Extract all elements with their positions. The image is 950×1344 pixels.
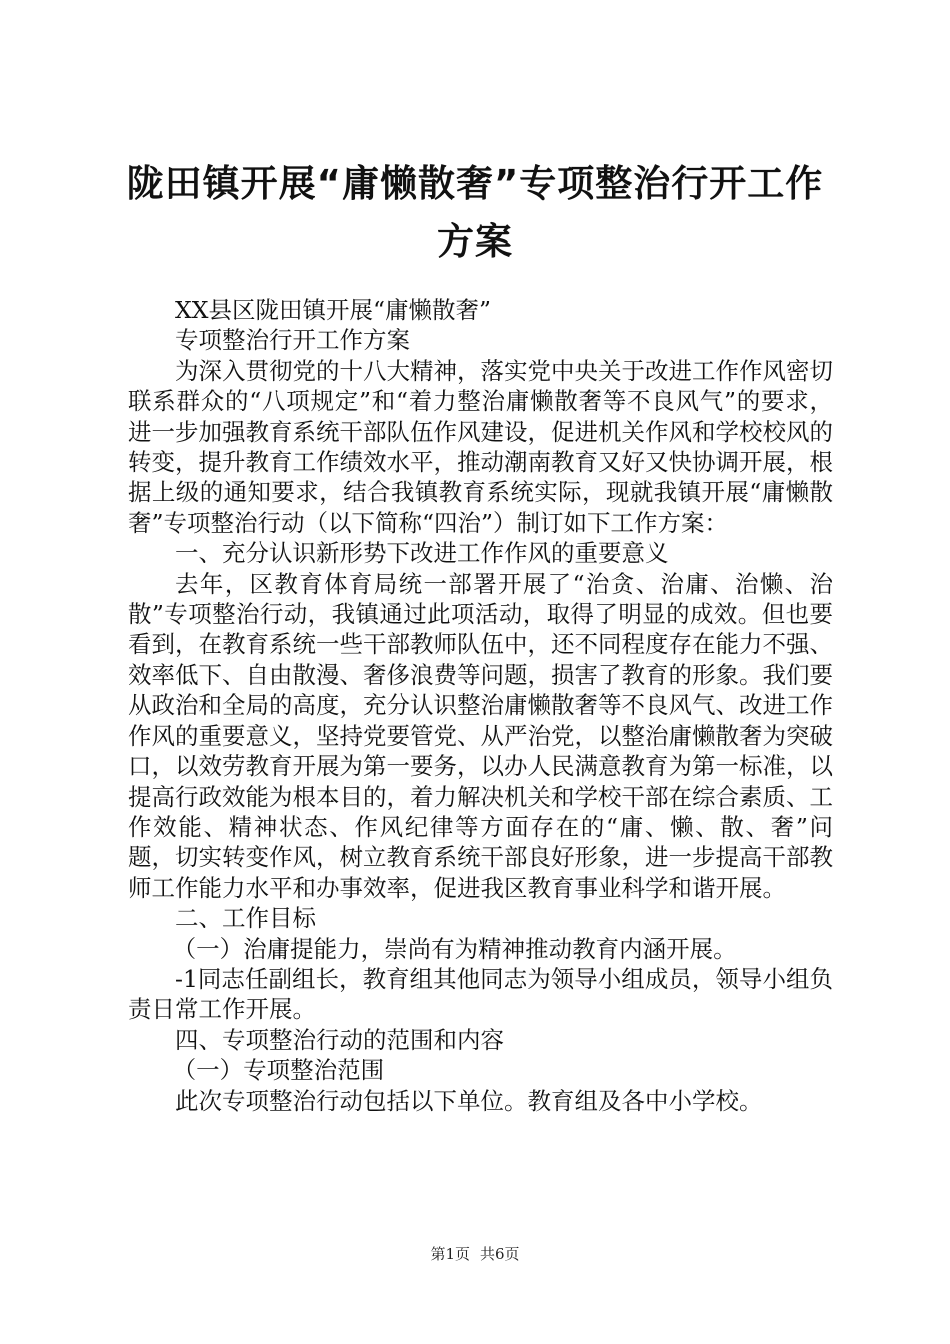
paragraph-plan-line: 专项整治行开工作方案 xyxy=(175,326,410,355)
page-number: 第1页 xyxy=(430,1245,470,1263)
page-footer xyxy=(0,1243,950,1264)
section-heading-2: 二、工作目标 xyxy=(175,904,316,933)
section-heading-4: 四、专项整治行动的范围和内容 xyxy=(175,1025,504,1054)
section-heading-1: 一、充分认识新形势下改进工作作风的重要意义 xyxy=(175,539,669,568)
page-total: 共6页 xyxy=(480,1245,520,1263)
subsection-heading-scope: （一）专项整治范围 xyxy=(172,1056,385,1085)
document-title: 陇田镇开展“庸懒散奢”专项整治行开工作方案 xyxy=(126,162,824,263)
paragraph-intro: 为深入贯彻党的十八大精神，落实党中央关于改进工作作风密切联系群众的“八项规定”和“着力整治庸懒散奢等不良风气”的要求，进一步加强教育系统干部队伍作风建设，促进机关作风和学校校风的转变，提升教育工作绩效水平，推动潮南教育又好又快协调开展，根据上级的通知要求，结合我镇教育系统实际，现就我镇开展“庸懒散奢”专项整治行动（以下简称“四治”）制订如下工作方案： xyxy=(128,356,833,537)
document-body xyxy=(128,295,833,1116)
subsection-heading-goal-1: （一）治庸提能力，崇尚有为精神推动教育内涵开展。 xyxy=(172,934,737,963)
paragraph-leadership: -1同志任副组长，教育组其他同志为领导小组成员，领导小组负责日常工作开展。 xyxy=(128,964,833,1024)
paragraph-scope: 此次专项整治行动包括以下单位。教育组及各中小学校。 xyxy=(175,1086,763,1115)
paragraph-org-line: XX县区陇田镇开展“庸懒散奢” xyxy=(175,296,491,324)
paragraph-section-1: 去年，区教育体育局统一部署开展了“治贪、治庸、治懒、治散”专项整治行动，我镇通过此项活动，取得了明显的成效。但也要看到，在教育系统一些干部教师队伍中，还不同程度存在能力不强、效率低下、自由散漫、奢侈浪费等问题，损害了教育的形象。我们要从政治和全局的高度，充分认识整治庸懒散奢等不良风气、改进工作作风的重要意义，坚持党要管党、从严治党，以整治庸懒散奢为突破口，以效劳教育开展为第一要务，以办人民满意教育为第一标准，以提高行政效能为根本目的，着力解决机关和学校干部在综合素质、工作效能、精神状态、作风纪律等方面存在的“庸、懒、散、奢”问题，切实转变作风，树立教育系统干部良好形象，进一步提高干部教师工作能力水平和办事效率，促进我区教育事业科学和谐开展。 xyxy=(128,569,833,902)
